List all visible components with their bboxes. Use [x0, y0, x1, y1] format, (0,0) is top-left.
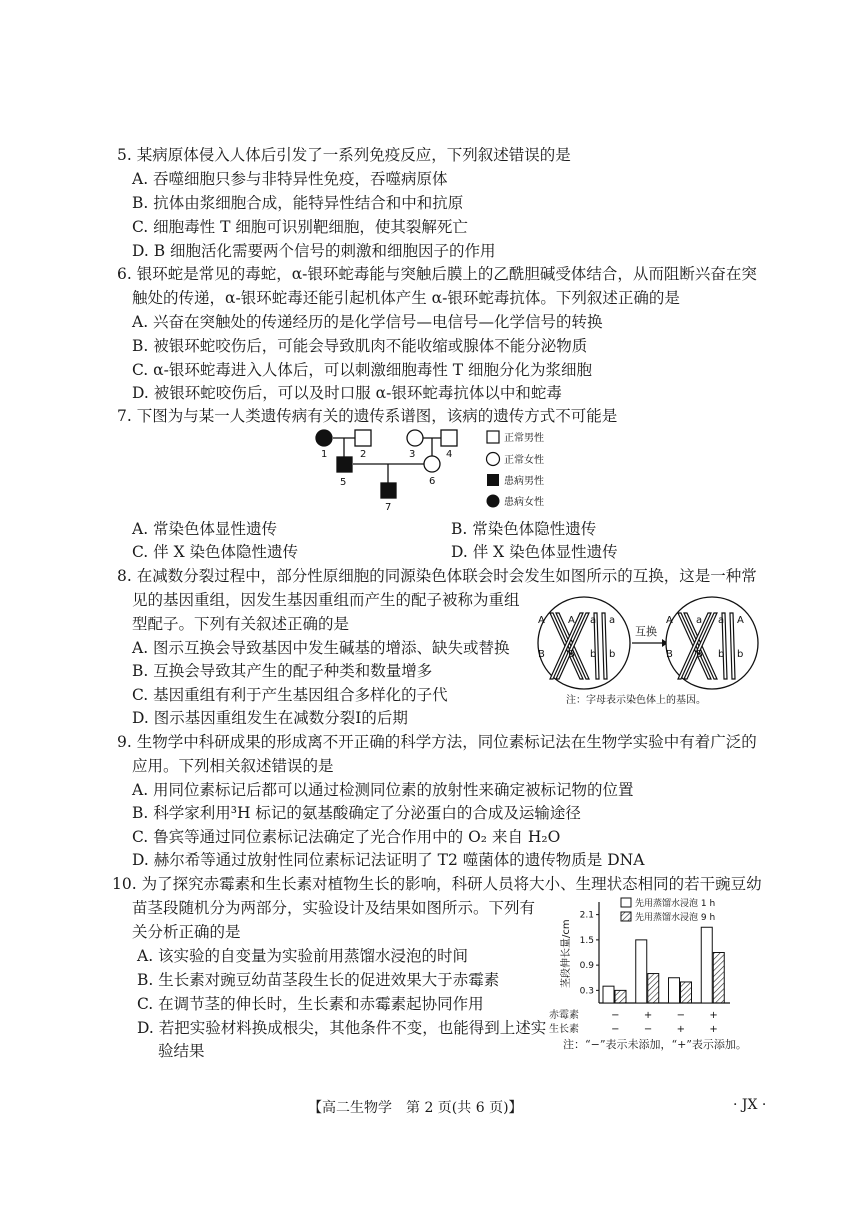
pedigree-num-6: 6 — [429, 476, 436, 487]
pedigree-num-1: 1 — [321, 449, 328, 460]
chart-treatment-sign: − — [676, 1010, 686, 1021]
gene-label: b — [718, 649, 725, 660]
chart-bar-1 — [603, 986, 614, 1003]
pedigree-individual-5 — [337, 457, 352, 472]
gene-label: A — [568, 615, 575, 626]
chart-y-tick-label: 2.1 — [579, 910, 594, 921]
gene-label: b — [737, 649, 744, 660]
q7-option-c: C. 伴 X 染色体隐性遗传 — [132, 543, 299, 561]
q10-stem-line1: 10. 为了探究赤霉素和生长素对植物生长的影响，科研人员将大小、生理状态相同的若干豌豆幼 — [112, 875, 762, 893]
gene-label: A — [737, 615, 744, 626]
crossover-arrow-label: 互换 — [635, 625, 657, 638]
chart-treatment-sign: + — [709, 1024, 718, 1035]
q7-stem: 7. 下图为与某一人类遗传病有关的遗传系谱图，该病的遗传方式不可能是 — [117, 407, 618, 425]
crossover-figure-note: 注：字母表示染色体上的基因。 — [566, 695, 706, 705]
q10-option-c: C. 在调节茎的伸长时，生长素和赤霉素起协同作用 — [137, 995, 484, 1013]
q5-option-a: A. 吞噬细胞只参与非特异性免疫，吞噬病原体 — [132, 170, 448, 188]
q10-stem-line3: 关分析正确的是 — [132, 923, 241, 941]
legend-normal-female-icon — [487, 453, 500, 466]
legend-normal-male: 正常男性 — [504, 433, 544, 444]
q6-option-b: B. 被银环蛇咬伤后，可能会导致肌肉不能收缩或腺体不能分泌物质 — [132, 337, 588, 355]
gene-label: b — [609, 649, 616, 660]
q10-option-d: D. 若把实验材料换成根尖，其他条件不变，也能得到上述实 — [137, 1019, 547, 1037]
pedigree-chart — [300, 424, 580, 520]
q8-stem-line2: 见的基因重组，因发生基因重组而产生的配子被称为重组 — [132, 591, 520, 609]
q8-option-b: B. 互换会导致其产生的配子种类和数量增多 — [132, 662, 433, 680]
chart-bar-2 — [681, 982, 692, 1003]
q9-stem-line1: 9. 生物学中科研成果的形成离不开正确的科学方法，同位素标记法在生物学实验中有着广泛的 — [117, 733, 757, 751]
chart-treatment-sign: + — [676, 1024, 686, 1035]
gene-label: B — [696, 649, 703, 660]
chart-treatment-sign: − — [643, 1024, 653, 1035]
legend-affected-female-icon — [487, 495, 500, 508]
q9-option-a: A. 用同位素标记后都可以通过检测同位素的放射性来确定被标记物的位置 — [132, 781, 634, 799]
q10-option-d-continuation: 验结果 — [158, 1042, 205, 1060]
pedigree-individual-1 — [316, 430, 332, 446]
chart-row-label: 赤霉素 — [549, 1010, 579, 1021]
pedigree-num-7: 7 — [385, 502, 392, 513]
q5-option-c: C. 细胞毒性 T 细胞可识别靶细胞，使其裂解死亡 — [132, 218, 468, 236]
gene-label: A — [538, 615, 545, 626]
gene-label: a — [609, 615, 616, 626]
gene-label: a — [718, 615, 725, 626]
chart-y-tick-label: 1.5 — [579, 935, 594, 946]
q6-stem-line1: 6. 银环蛇是常见的毒蛇，α-银环蛇毒能与突触后膜上的乙酰胆碱受体结合，从而阻断兴奋在突 — [117, 265, 757, 283]
q10-option-a: A. 该实验的自变量为实验前用蒸馏水浸泡的时间 — [137, 947, 469, 965]
pedigree-individual-2 — [355, 430, 371, 446]
gene-label: B — [568, 649, 575, 660]
legend-affected-male: 患病男性 — [504, 476, 544, 487]
page-footer-code: · JX · — [733, 1097, 767, 1113]
chart-bar-1 — [701, 927, 712, 1003]
pedigree-num-2: 2 — [360, 449, 367, 460]
chart-legend-swatch — [621, 898, 631, 907]
pedigree-num-3: 3 — [409, 449, 416, 460]
q6-stem-line2: 触处的传递，α-银环蛇毒还能引起机体产生 α-银环蛇毒抗体。下列叙述正确的是 — [132, 289, 680, 307]
q8-option-d: D. 图示基因重组发生在减数分裂Ⅰ的后期 — [132, 709, 408, 727]
q5-option-d: D. B 细胞活化需要两个信号的刺激和细胞因子的作用 — [132, 242, 496, 260]
q9-option-b: B. 科学家利用³H 标记的氨基酸确定了分泌蛋白的合成及运输途径 — [132, 804, 581, 822]
q10-stem-line2: 苗茎段随机分为两部分，实验设计及结果如图所示。下列有 — [132, 899, 536, 917]
chart-treatment-sign: + — [643, 1010, 653, 1021]
q7-option-a: A. 常染色体显性遗传 — [132, 520, 278, 538]
chart-y-tick-label: 0.3 — [579, 986, 594, 997]
chart-bar-2 — [713, 953, 724, 1004]
pedigree-individual-6 — [424, 456, 440, 472]
pedigree-individual-4 — [441, 430, 457, 446]
q6-option-a: A. 兴奋在突触处的传递经历的是化学信号—电信号—化学信号的转换 — [132, 313, 603, 331]
chart-note: 注：“−”表示未添加，“+”表示添加。 — [563, 1038, 747, 1051]
gene-label: a — [696, 615, 703, 626]
legend-affected-female: 患病女性 — [504, 497, 544, 508]
legend-affected-male-icon — [487, 474, 499, 486]
chart-treatment-sign: + — [709, 1010, 718, 1021]
chart-bar-1 — [669, 978, 680, 1003]
chart-legend-label: 先用蒸馏水浸泡 9 h — [635, 913, 716, 923]
chart-bar-2 — [615, 990, 626, 1003]
legend-normal-female: 正常女性 — [504, 455, 544, 466]
q8-stem-line3: 型配子。下列有关叙述正确的是 — [132, 615, 350, 633]
pedigree-individual-7 — [381, 483, 396, 498]
q7-option-d: D. 伴 X 染色体显性遗传 — [451, 543, 618, 561]
q9-option-d: D. 赫尔希等通过放射性同位素标记法证明了 T2 噬菌体的遗传物质是 DNA — [132, 851, 645, 869]
pedigree-num-5: 5 — [340, 477, 347, 488]
q9-option-c: C. 鲁宾等通过同位素标记法确定了光合作用中的 O₂ 来自 H₂O — [132, 828, 561, 846]
q8-option-c: C. 基因重组有利于产生基因组合多样化的子代 — [132, 686, 448, 704]
pedigree-individual-3 — [407, 430, 423, 446]
chart-bar-1 — [636, 940, 647, 1003]
q6-option-c: C. α-银环蛇毒进入人体后，可以刺激细胞毒性 T 细胞分化为浆细胞 — [132, 361, 593, 379]
q5-option-b: B. 抗体由浆细胞合成，能特异性结合和中和抗原 — [132, 194, 464, 212]
gene-label: A — [666, 615, 673, 626]
q5-stem: 5. 某病原体侵入人体后引发了一系列免疫反应，下列叙述错误的是 — [117, 146, 571, 164]
q8-stem-line1: 8. 在减数分裂过程中，部分性原细胞的同源染色体联会时会发生如图所示的互换，这是一种常 — [117, 567, 757, 585]
chart-y-axis-label: 茎段伸长量/cm — [561, 919, 572, 988]
chart-legend-swatch — [621, 912, 631, 921]
crossover-figure — [528, 595, 764, 705]
q7-option-b: B. 常染色体隐性遗传 — [451, 520, 597, 538]
chart-y-tick-label: 0.9 — [579, 961, 594, 972]
gene-label: B — [538, 649, 545, 660]
q6-option-d: D. 被银环蛇咬伤后，可以及时口服 α-银环蛇毒抗体以中和蛇毒 — [132, 384, 562, 402]
chart-treatment-sign: − — [611, 1024, 620, 1035]
gene-label: b — [590, 649, 597, 660]
chart-legend-label: 先用蒸馏水浸泡 1 h — [635, 899, 716, 909]
legend-normal-male-icon — [487, 431, 499, 443]
q9-stem-line2: 应用。下列相关叙述错误的是 — [132, 757, 334, 775]
gene-label: B — [666, 649, 673, 660]
pedigree-num-4: 4 — [446, 449, 453, 460]
chart-bar-2 — [648, 974, 659, 1003]
q8-option-a: A. 图示互换会导致基因中发生碱基的增添、缺失或替换 — [132, 639, 510, 657]
q10-option-b: B. 生长素对豌豆幼苗茎段生长的促进效果大于赤霉素 — [137, 971, 500, 989]
chart-treatment-sign: − — [611, 1010, 620, 1021]
gene-label: a — [590, 615, 597, 626]
chart-row-label: 生长素 — [549, 1024, 579, 1035]
page-footer-title: 【高二生物学 第 2 页(共 6 页)】 — [308, 1100, 523, 1116]
q10-bar-chart — [545, 890, 760, 1055]
